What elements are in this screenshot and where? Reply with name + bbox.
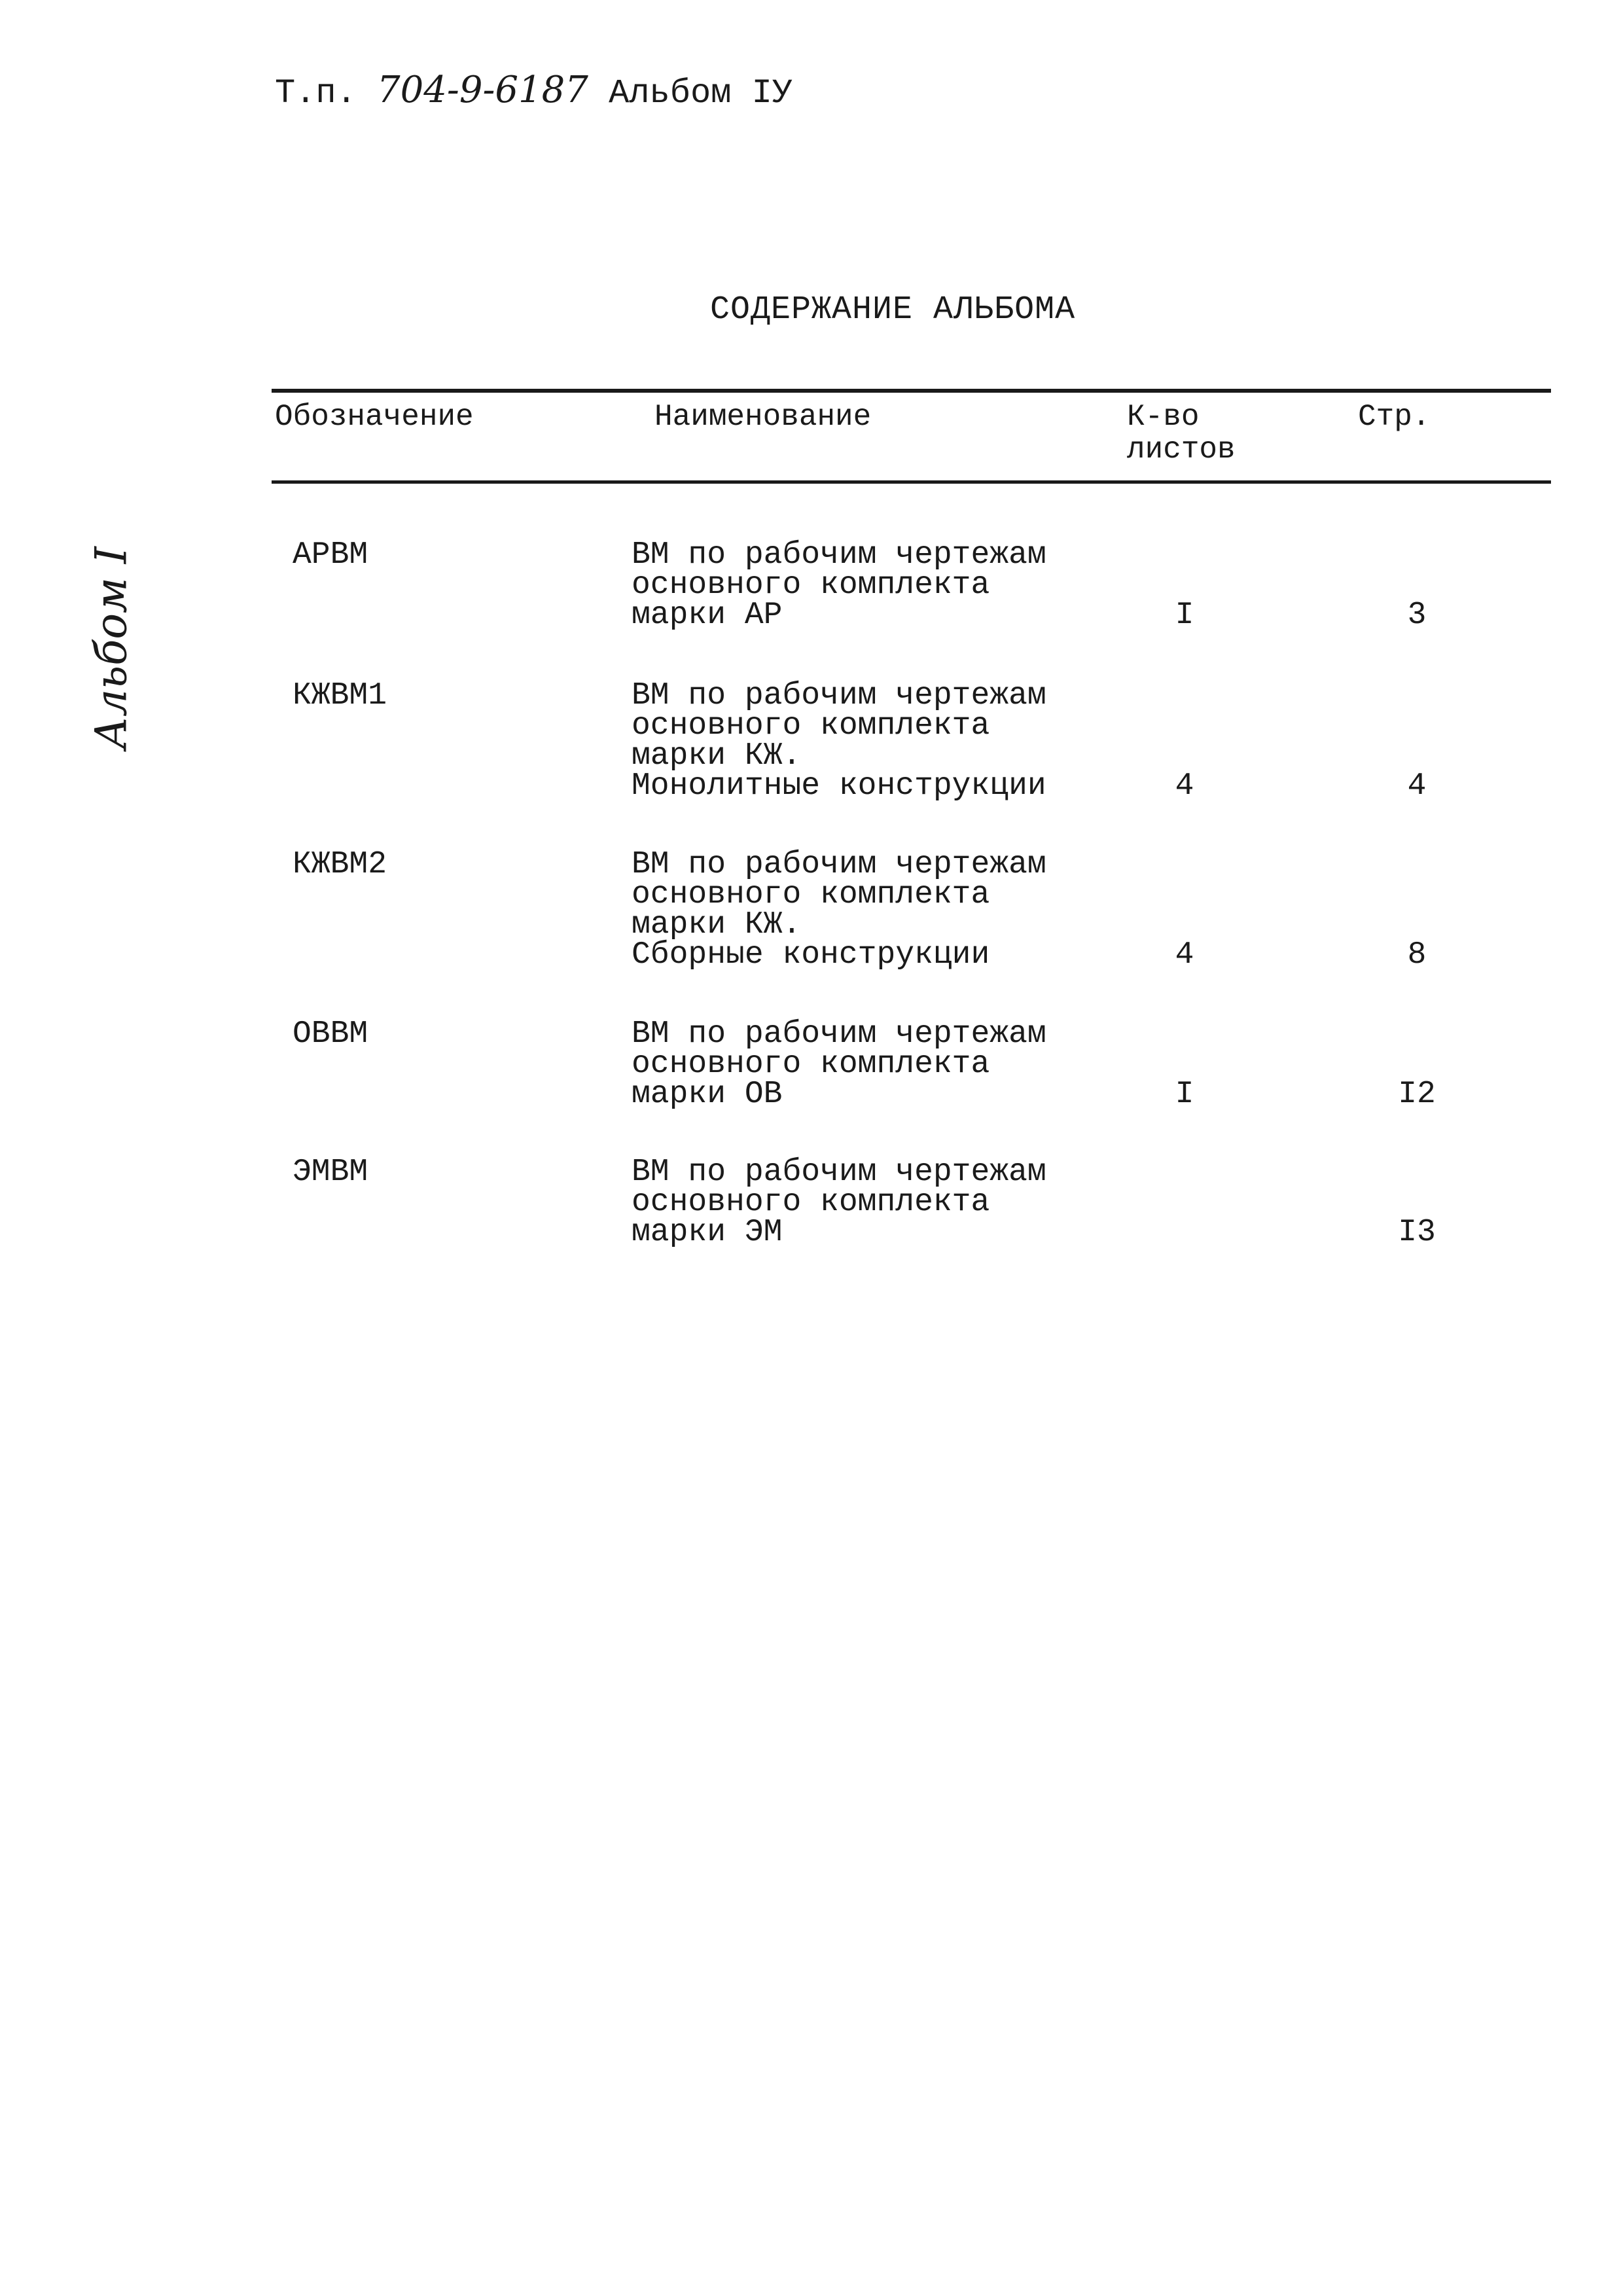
row-sheets: I <box>1175 598 1194 633</box>
row-sheets: 4 <box>1175 768 1194 804</box>
row-name-line: марки КЖ. <box>632 738 802 774</box>
row-name-line: марки ЭМ <box>632 1215 783 1250</box>
row-name <box>632 1155 1046 1250</box>
column-header-sheets-line1: К-во <box>1127 400 1200 434</box>
row-page: I3 <box>1398 1215 1436 1250</box>
table-header-rule <box>272 480 1551 484</box>
row-name-line: Монолитные конструкции <box>632 768 1046 804</box>
album-label: Альбом IУ <box>609 74 793 113</box>
project-number: 704-9-6187 <box>377 69 588 111</box>
row-sheets: 4 <box>1175 937 1194 973</box>
row-name-line: основного комплекта <box>632 567 990 603</box>
row-name-line: основного комплекта <box>632 708 990 744</box>
row-name-line: Сборные конструкции <box>632 937 990 973</box>
row-name <box>632 537 1046 633</box>
column-header-page: Стр. <box>1358 400 1431 434</box>
row-name-line: марки ОВ <box>632 1077 783 1112</box>
row-name <box>632 678 1046 804</box>
row-name-line: марки АР <box>632 598 783 633</box>
row-code: КЖВМ1 <box>293 678 387 713</box>
margin-note <box>65 530 157 766</box>
row-code: ЭМВМ <box>293 1155 368 1190</box>
table-top-rule <box>272 389 1551 393</box>
column-header-sheets <box>1127 401 1236 466</box>
row-name-line: ВМ по рабочим чертежам <box>632 1016 1046 1052</box>
row-name-line: основного комплекта <box>632 1047 990 1082</box>
row-code: КЖВМ2 <box>293 847 387 882</box>
row-code: ОВВМ <box>293 1016 368 1052</box>
row-code: АРВМ <box>293 537 368 573</box>
row-name-line: марки КЖ. <box>632 907 802 942</box>
row-name-line: основного комплекта <box>632 877 990 912</box>
column-header-name: Наименование <box>654 400 872 434</box>
row-page: I2 <box>1398 1077 1436 1112</box>
column-header-sheets-line2: листов <box>1127 433 1236 467</box>
row-name-line: основного комплекта <box>632 1185 990 1220</box>
document-header <box>275 69 793 113</box>
header-prefix: Т.п. <box>275 74 357 113</box>
row-name-line: ВМ по рабочим чертежам <box>632 537 1046 573</box>
row-name-line: ВМ по рабочим чертежам <box>632 678 1046 713</box>
row-name-line: ВМ по рабочим чертежам <box>632 847 1046 882</box>
row-name-line: ВМ по рабочим чертежам <box>632 1155 1046 1190</box>
row-page: 4 <box>1407 768 1427 804</box>
column-header-designation: Обозначение <box>275 400 474 434</box>
row-page: 3 <box>1407 598 1427 633</box>
row-sheets: I <box>1175 1077 1194 1112</box>
page-title: СОДЕРЖАНИЕ АЛЬБОМА <box>710 291 1076 329</box>
row-name <box>632 1016 1046 1112</box>
row-page: 8 <box>1407 937 1427 973</box>
row-name <box>632 847 1046 973</box>
margin-note-text: Альбом I <box>86 547 137 749</box>
